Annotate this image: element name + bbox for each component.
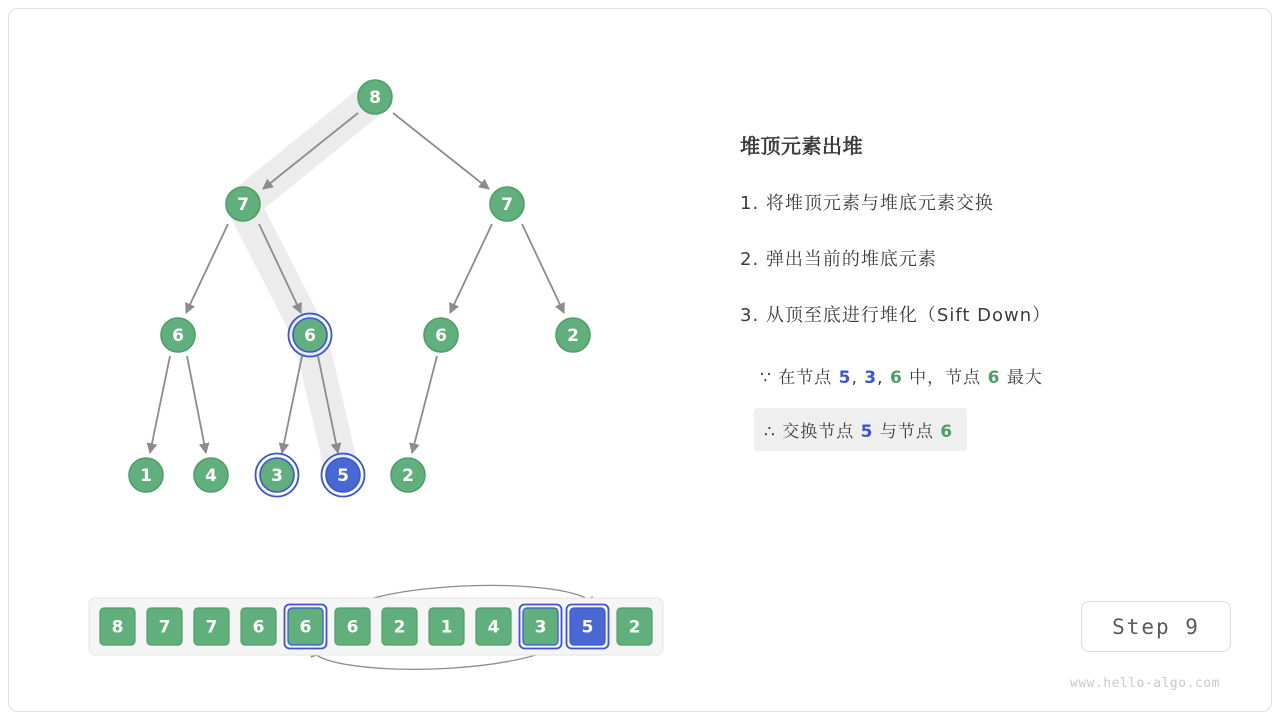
watermark: www.hello-algo.com <box>1070 676 1220 691</box>
reason-comma-1: , <box>851 368 865 388</box>
conclusion-line <box>754 408 967 451</box>
tree-node-label: 6 <box>435 326 447 346</box>
array-cell-label: 2 <box>393 617 406 638</box>
array-cell <box>476 608 511 645</box>
tree-node <box>322 454 365 497</box>
step-3: 3. 从顶至底进行堆化（Sift Down） <box>740 305 1052 326</box>
reason-suffix: 最大 <box>1000 368 1043 388</box>
conclusion-prefix: ∴ 交换节点 <box>764 422 861 442</box>
array-cell-label: 6 <box>252 617 265 638</box>
array-cell <box>382 608 417 645</box>
tree-node <box>358 80 392 114</box>
array-cell <box>429 608 464 645</box>
reason-node-c: 6 <box>889 368 903 388</box>
tree-node <box>194 458 228 492</box>
conclusion-node-a: 5 <box>860 422 874 442</box>
array-cell <box>335 608 370 645</box>
tree-node <box>226 187 260 221</box>
tree-node <box>490 187 524 221</box>
reason-line <box>754 357 1047 394</box>
array-cell-label: 7 <box>158 617 171 638</box>
tree-node <box>556 318 590 352</box>
tree-node <box>161 318 195 352</box>
reason-node-d: 6 <box>987 368 1001 388</box>
tree-node-label: 4 <box>205 466 217 486</box>
step-1: 1. 将堆顶元素与堆底元素交换 <box>740 193 994 214</box>
array-cell <box>194 608 229 645</box>
array-cell <box>147 608 182 645</box>
array-cell <box>285 605 327 649</box>
conclusion-mid: 与节点 <box>873 422 941 442</box>
reason-comma-2: , <box>877 368 890 388</box>
array-cell-label: 8 <box>111 617 124 638</box>
array-cell <box>100 608 135 645</box>
tree-node-label: 7 <box>501 195 513 215</box>
tree-edges <box>150 113 564 453</box>
array-cell <box>520 605 562 649</box>
array-cells <box>89 598 663 655</box>
reason-node-b: 3 <box>864 368 878 388</box>
tree-node-label: 3 <box>271 466 283 486</box>
reason-prefix: ∵ 在节点 <box>760 368 839 388</box>
reason-mid: 中，节点 <box>902 368 988 388</box>
tree-node <box>391 458 425 492</box>
step-2: 2. 弹出当前的堆底元素 <box>740 249 937 270</box>
conclusion-node-b: 6 <box>940 422 954 442</box>
array-cell-label: 2 <box>628 617 641 638</box>
tree-node <box>424 318 458 352</box>
array-cell-label: 7 <box>205 617 218 638</box>
tree-node-label: 8 <box>369 88 381 108</box>
array-cell-label: 6 <box>299 617 312 638</box>
array-cell <box>241 608 276 645</box>
array-cell-label: 3 <box>534 617 547 638</box>
reason-node-a: 5 <box>838 368 852 388</box>
panel-title: 堆顶元素出堆 <box>740 134 863 158</box>
tree-node <box>256 454 299 497</box>
array-cell-label: 5 <box>581 617 594 638</box>
tree-node-label: 2 <box>567 326 579 346</box>
array-cell-label: 4 <box>487 617 500 638</box>
array-cell <box>617 608 652 645</box>
explanation-panel <box>740 130 1240 457</box>
sift-down-path-highlight <box>243 97 375 475</box>
tree-node-label: 1 <box>140 466 152 486</box>
tree-node-label: 6 <box>172 326 184 346</box>
array-cell-label: 6 <box>346 617 359 638</box>
tree-node <box>289 314 332 357</box>
tree-node-label: 2 <box>402 466 414 486</box>
array-cell-label: 1 <box>440 617 453 638</box>
step-badge: Step 9 <box>1081 601 1231 652</box>
tree-node <box>129 458 163 492</box>
tree-node-label: 6 <box>304 326 316 346</box>
array-cell <box>567 605 609 649</box>
tree-node-label: 7 <box>237 195 249 215</box>
tree-node-label: 5 <box>337 466 349 486</box>
